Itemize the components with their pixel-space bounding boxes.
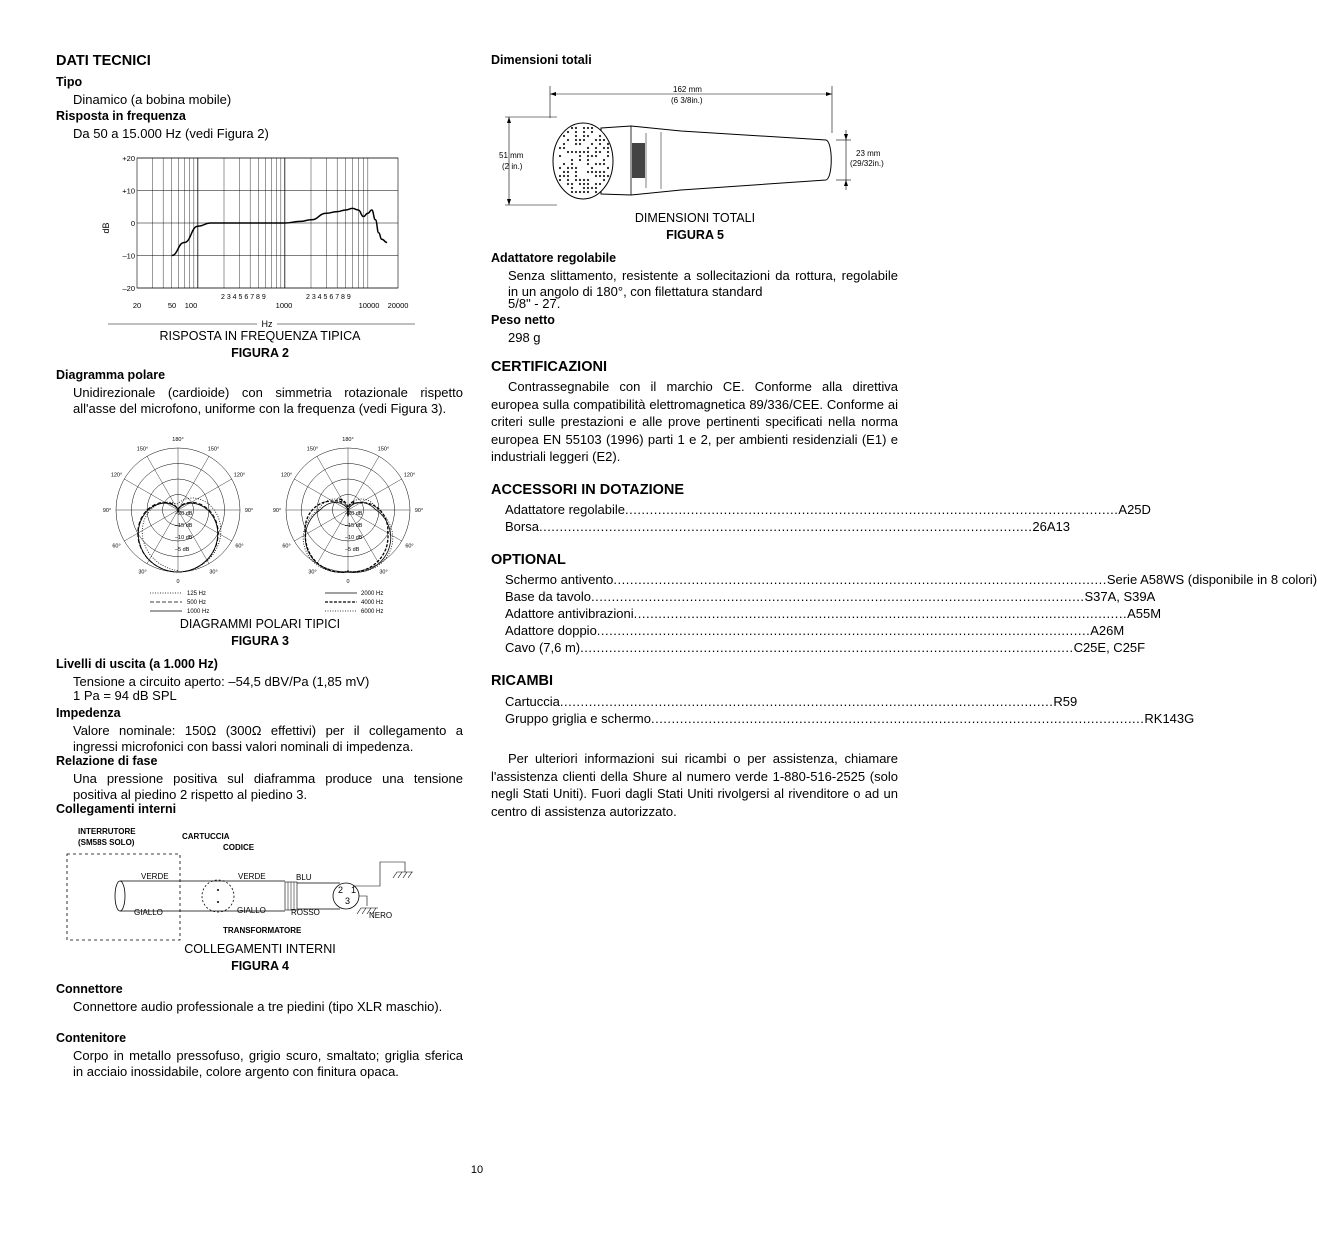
- adattatore-value: Senza slittamento, resistente a sollecitazioni da rottura, regolabile in un angolo di 180°, con filettatura standard: [508, 268, 898, 299]
- polar-angle-label: 180°: [342, 437, 354, 443]
- grille-dot: [595, 191, 597, 193]
- grille-dot: [603, 163, 605, 165]
- grille-dot: [599, 151, 601, 153]
- polar-ring-label: –10 dB: [345, 535, 363, 541]
- grille-dot: [579, 139, 581, 141]
- grille-dot: [567, 171, 569, 173]
- grille-dot: [563, 175, 565, 177]
- grille-dot: [587, 127, 589, 129]
- grille-dot: [575, 151, 577, 153]
- grille-dot: [595, 187, 597, 189]
- polar-ring-label: –5 dB: [345, 547, 360, 553]
- fig4-caption: COLLEGAMENTI INTERNI: [184, 942, 336, 956]
- grille-dot: [567, 179, 569, 181]
- polar-angle-label: 30°: [209, 569, 218, 576]
- grille-dot: [583, 191, 585, 193]
- grille-dot: [595, 163, 597, 165]
- grille-dot: [599, 135, 601, 137]
- grille-dot: [595, 147, 597, 149]
- grille-dot: [563, 147, 565, 149]
- collegamenti-label: Collegamenti interni: [56, 802, 177, 816]
- legend-1000hz: 1000 Hz: [187, 609, 210, 615]
- accessori-list: [505, 501, 1151, 535]
- pin-3: 3: [345, 896, 351, 906]
- grille-dot: [583, 127, 585, 129]
- polar-angle-label: 60°: [235, 543, 244, 550]
- polar-angle-label: 0: [346, 579, 350, 585]
- grille-dot: [587, 187, 589, 189]
- codice-label: CODICE: [223, 843, 255, 852]
- grille-dot: [567, 139, 569, 141]
- mic-badge: [632, 143, 645, 178]
- dim-label: Dimensioni totali: [491, 53, 592, 67]
- grille-dot: [579, 151, 581, 153]
- polar-angle-label: 150°: [377, 446, 390, 453]
- legend-125hz: 125 Hz: [187, 591, 207, 597]
- polar-ring-label: –15 dB: [175, 523, 193, 529]
- grille-dot: [563, 163, 565, 165]
- polar-spoke: [317, 510, 348, 564]
- grille-dot: [595, 171, 597, 173]
- grille-dot: [567, 183, 569, 185]
- grille-dot: [559, 167, 561, 169]
- grille-dot: [587, 191, 589, 193]
- list-item: Cavo (7,6 m) ........................................................................................................................ C25E, C25F: [505, 640, 1146, 655]
- polar-ring-label: –5 dB: [175, 547, 190, 553]
- wiring-diagram: [60, 820, 420, 940]
- grille-dot: [587, 163, 589, 165]
- grille-dot: [579, 159, 581, 161]
- list-item: Cartuccia ........................................................................................................................ R59: [505, 694, 1078, 709]
- grille-dot: [571, 163, 573, 165]
- polar-ring-label: –20 dB: [175, 511, 193, 517]
- fr-ytick: –10: [122, 251, 135, 261]
- fase-value: Una pressione positiva sul diaframma produce una tensione positiva al piedino 2 rispetto al piedino 3.: [73, 771, 463, 802]
- fr-ytick: +20: [122, 154, 135, 163]
- fig3-label: FIGURA 3: [231, 634, 289, 648]
- grille-dot: [591, 167, 593, 169]
- grille-dot: [603, 159, 605, 161]
- tipo-label: Tipo: [56, 75, 83, 89]
- cartuccia-label: CARTUCCIA: [182, 832, 230, 841]
- grille-dot: [575, 179, 577, 181]
- grille-dot: [563, 143, 565, 145]
- fr-xlabel: Hz: [261, 319, 273, 329]
- grille-dot: [571, 159, 573, 161]
- grille-dot: [583, 135, 585, 137]
- fig5-caption: DIMENSIONI TOTALI: [634, 211, 756, 225]
- legend-2000hz: 2000 Hz: [361, 591, 384, 597]
- grille-dot: [587, 179, 589, 181]
- list-item: Adattore doppio ........................................................................................................................ A26M: [505, 623, 1125, 638]
- polar-angle-label: 120°: [280, 472, 293, 479]
- grille-dot: [571, 151, 573, 153]
- grille-dot: [591, 171, 593, 173]
- polar-angle-label: 90°: [272, 508, 282, 514]
- polare-value: Unidirezionale (cardioide) con simmetria rotazionale rispetto all'asse del microfono, uniforme con la frequenza (vedi Figura 3).: [73, 385, 463, 416]
- grille-dot: [575, 131, 577, 133]
- contenitore-value: Corpo in metallo pressofuso, grigio scuro, smaltato; griglia sferica in acciaio inossidabile, colore argento con finitura opaca.: [73, 1048, 463, 1079]
- fig2-caption: RISPOSTA IN FREQUENZA TIPICA: [159, 329, 361, 343]
- grille-dot: [591, 127, 593, 129]
- grille-dot: [599, 175, 601, 177]
- grille-dot: [575, 143, 577, 145]
- grille-dot: [587, 159, 589, 161]
- grille-dot: [571, 183, 573, 185]
- interruttore-label: INTERRUTORE: [78, 827, 136, 836]
- grille-dot: [571, 187, 573, 189]
- blu-label: BLU: [296, 873, 312, 882]
- polar-angle-label: 60°: [112, 543, 121, 550]
- grille-dot: [607, 147, 609, 149]
- polar-angle-label: 90°: [414, 508, 424, 514]
- switch-box: [67, 854, 180, 940]
- grille-dot: [595, 151, 597, 153]
- risposta-label: Risposta in frequenza: [56, 109, 186, 123]
- peso-label: Peso netto: [491, 313, 555, 327]
- grille-dot: [575, 127, 577, 129]
- verde-label-1: VERDE: [141, 872, 169, 881]
- grille-dot: [599, 171, 601, 173]
- cert-text: Contrassegnabile con il marchio CE. Conforme alla direttiva europea sulla compatibilità elettromagnetica 89/336/CEE. Conforme ai criteri sulle prestazioni e alle prove pertinenti specificati nella norma europea EN 55103 (1996) parti 1 e 2, per ambienti residenziali (E1) e industriali leggeri (E2).: [491, 379, 898, 464]
- grille-dot: [603, 147, 605, 149]
- grille-dot: [563, 135, 565, 137]
- grille-dot: [595, 175, 597, 177]
- grille-dot: [599, 163, 601, 165]
- polar-diagram-high-frequencies: [273, 437, 423, 585]
- grille-dot: [587, 183, 589, 185]
- list-item: Gruppo griglia e schermo ........................................................................................................................ RK143G: [505, 711, 1195, 726]
- fr-ylabel: dB: [101, 222, 111, 234]
- fig4-label: FIGURA 4: [231, 959, 289, 973]
- grille-dot: [579, 155, 581, 157]
- grille-dot: [583, 187, 585, 189]
- grille-dot: [559, 179, 561, 181]
- polar-angle-label: 30°: [379, 569, 388, 576]
- cartridge-icon: [202, 880, 234, 912]
- polar-spoke: [178, 479, 232, 510]
- ricambi-list: [505, 693, 1195, 727]
- connettore-value: Connettore audio professionale a tre piedini (tipo XLR maschio).: [73, 999, 443, 1014]
- ground-icon-1: [393, 872, 413, 878]
- grille-dot: [583, 151, 585, 153]
- grille-dot: [599, 143, 601, 145]
- grille-dot: [607, 175, 609, 177]
- legend-6000hz: 6000 Hz: [361, 609, 384, 615]
- microphone-dimensions: [491, 78, 901, 213]
- polar-angle-label: 90°: [244, 508, 254, 514]
- impedenza-value: Valore nominale: 150Ω (300Ω effettivi) per il collegamento a ingressi microfonici con bassi valori nominali di impedenza.: [73, 723, 463, 754]
- grille-dot: [575, 139, 577, 141]
- page-number: 10: [470, 1164, 484, 1176]
- legend-4000hz: 4000 Hz: [361, 600, 384, 606]
- fr-xtick-20000: 20000: [387, 301, 409, 310]
- grille-dot: [579, 191, 581, 193]
- pin-2: 2: [338, 885, 344, 895]
- dim-tail: 23 mm: [856, 149, 881, 158]
- dim-length: 162 mm: [673, 85, 702, 94]
- polar-ring-label: –15 dB: [345, 523, 363, 529]
- optional-list: [505, 571, 1317, 656]
- list-item: Adattore antivibrazioni ........................................................................................................................ A55M: [505, 606, 1162, 621]
- section-title-accessori: ACCESSORI IN DOTAZIONE: [491, 482, 685, 498]
- fr-xtick-10000: 10000: [358, 301, 380, 310]
- info-text: Per ulteriori informazioni sui ricambi o per assistenza, chiamare l'assistenza clienti della Shure al numero verde 1-880-516-2525 (solo negli Stati Uniti). Fuori dagli Stati Uniti rivolgersi al rivenditore o ad un centro di assistenza autorizzato.: [491, 751, 898, 819]
- polar-diagrams: [95, 437, 435, 617]
- connettore-label: Connettore: [56, 982, 123, 996]
- grille-dot: [571, 191, 573, 193]
- polar-angle-label: 150°: [136, 446, 149, 453]
- nero-label: NERO: [369, 911, 393, 920]
- grille-dot: [583, 131, 585, 133]
- polar-angle-label: 90°: [102, 508, 112, 514]
- grille-dot: [587, 147, 589, 149]
- sm58s-label: (SM58S SOLO): [78, 838, 135, 847]
- grille-dot: [607, 143, 609, 145]
- polar-angle-label: 120°: [110, 472, 123, 479]
- fr-ytick: +10: [122, 186, 135, 196]
- section-title-certificazioni: CERTIFICAZIONI: [491, 359, 607, 375]
- trasformatore-label: TRANSFORMATORE: [223, 926, 302, 935]
- polar-angle-label: 150°: [306, 446, 319, 453]
- polar-angle-label: 180°: [172, 437, 184, 443]
- grille-dot: [607, 167, 609, 169]
- fr-xminor-1: 2 3 4 5 6 7 8 9: [221, 294, 266, 301]
- polar-spoke: [124, 479, 178, 510]
- grille-dot: [571, 167, 573, 169]
- uscita-line2: 1 Pa = 94 dB SPL: [73, 688, 177, 703]
- grille-dot: [607, 151, 609, 153]
- grille-dot: [595, 183, 597, 185]
- grille-dot: [575, 167, 577, 169]
- pin-1: 1: [351, 885, 357, 895]
- grille-dot: [591, 131, 593, 133]
- polare-label: Diagramma polare: [56, 368, 166, 382]
- adattatore-value2: 5/8" - 27.: [508, 296, 561, 311]
- grille-dot: [575, 191, 577, 193]
- grille-dot: [603, 175, 605, 177]
- fr-xtick-1000: 1000: [275, 301, 293, 310]
- fr-xtick-50: 50: [167, 301, 177, 310]
- grille-dot: [567, 131, 569, 133]
- grille-dot: [603, 171, 605, 173]
- polar-spoke: [294, 510, 348, 541]
- grille-dot: [595, 139, 597, 141]
- frequency-response-chart: [95, 148, 425, 328]
- giallo-label-1: GIALLO: [134, 908, 163, 917]
- dim-length-in: (6 3/8in.): [671, 96, 703, 105]
- rosso-label: ROSSO: [291, 908, 320, 917]
- list-item: Borsa ........................................................................................................................ 26A13: [505, 519, 1070, 534]
- polar-diagram-low-frequencies: [103, 437, 253, 585]
- grille-dot: [587, 155, 589, 157]
- fig2-label: FIGURA 2: [231, 346, 289, 360]
- polar-spoke: [317, 456, 348, 510]
- section-title-optional: OPTIONAL: [491, 552, 566, 568]
- grille-dot: [599, 183, 601, 185]
- fr-ytick: –20: [122, 284, 135, 293]
- grille-dot: [579, 179, 581, 181]
- section-title-dati-tecnici: DATI TECNICI: [56, 53, 151, 69]
- risposta-value: Da 50 a 15.000 Hz (vedi Figura 2): [73, 126, 269, 141]
- fr-xtick-20: 20: [132, 301, 142, 310]
- polar-angle-label: 30°: [308, 569, 317, 576]
- polar-angle-label: 0: [176, 579, 180, 585]
- grille-dot: [583, 179, 585, 181]
- legend-500hz: 500 Hz: [187, 600, 207, 606]
- polar-angle-label: 30°: [138, 569, 147, 576]
- grille-dot: [567, 175, 569, 177]
- polar-angle-label: 120°: [233, 472, 246, 479]
- tipo-value: Dinamico (a bobina mobile): [73, 92, 232, 107]
- grille-dot: [579, 183, 581, 185]
- uscita-label: Livelli di uscita (a 1.000 Hz): [56, 657, 218, 671]
- uscita-line1: Tensione a circuito aperto: –54,5 dBV/Pa (1,85 mV): [73, 674, 370, 689]
- fase-label: Relazione di fase: [56, 754, 158, 768]
- polar-spoke: [147, 510, 178, 564]
- frequency-response-curve: [172, 208, 388, 255]
- polar-spoke: [147, 456, 178, 510]
- grille-dot: [583, 139, 585, 141]
- giallo-label-2: GIALLO: [237, 906, 266, 915]
- grille-dot: [591, 155, 593, 157]
- grille-dot: [567, 151, 569, 153]
- grille-dot: [587, 171, 589, 173]
- adattatore-label: Adattatore regolabile: [491, 251, 617, 265]
- grille-dot: [559, 175, 561, 177]
- contenitore-label: Contenitore: [56, 1031, 127, 1045]
- grille-dot: [603, 179, 605, 181]
- polar-spoke: [124, 510, 178, 541]
- grille-dot: [559, 147, 561, 149]
- fig3-caption: DIAGRAMMI POLARI TIPICI: [179, 617, 341, 631]
- list-item: Base da tavolo ........................................................................................................................ S37A, S39A: [505, 589, 1156, 604]
- fig5-label: FIGURA 5: [666, 228, 724, 242]
- polar-angle-label: 60°: [282, 543, 291, 550]
- polar-angle-label: 60°: [405, 543, 414, 550]
- section-title-ricambi: RICAMBI: [491, 673, 554, 689]
- polar-ring-label: –10 dB: [175, 535, 193, 541]
- grille-dot: [599, 139, 601, 141]
- grille-dot: [591, 187, 593, 189]
- grille-dot: [587, 135, 589, 137]
- list-item: Adattatore regolabile ........................................................................................................................ A25D: [505, 502, 1151, 517]
- verde-label-2: VERDE: [238, 872, 266, 881]
- grille-dot: [575, 135, 577, 137]
- polar-ring-label: –20 dB: [345, 511, 363, 517]
- dim-tail-in: (29/32in.): [850, 159, 884, 168]
- grille-dot: [559, 155, 561, 157]
- grille-dot: [571, 127, 573, 129]
- polar-angle-label: 120°: [403, 472, 416, 479]
- dim-dia-in: (2 in.): [502, 162, 523, 171]
- fr-xtick-100: 100: [184, 301, 198, 310]
- list-item: Schermo antivento ........................................................................................................................ Serie A58WS (disponibile in 8 colori): [505, 572, 1317, 587]
- grille-dot: [579, 143, 581, 145]
- dim-dia: 51 mm: [499, 151, 524, 160]
- fr-ytick: 0: [130, 219, 135, 228]
- grille-dot: [607, 155, 609, 157]
- grille-dot: [595, 155, 597, 157]
- grille-dot: [603, 139, 605, 141]
- grille-dot: [591, 143, 593, 145]
- grille-dot: [567, 167, 569, 169]
- grille-dot: [587, 151, 589, 153]
- grille-dot: [563, 171, 565, 173]
- impedenza-label: Impedenza: [56, 706, 121, 720]
- polar-angle-label: 150°: [207, 446, 220, 453]
- grille-dot: [583, 183, 585, 185]
- fr-xminor-2: 2 3 4 5 6 7 8 9: [306, 294, 351, 301]
- peso-value: 298 g: [508, 330, 541, 345]
- grille-dot: [575, 175, 577, 177]
- grille-dot: [575, 171, 577, 173]
